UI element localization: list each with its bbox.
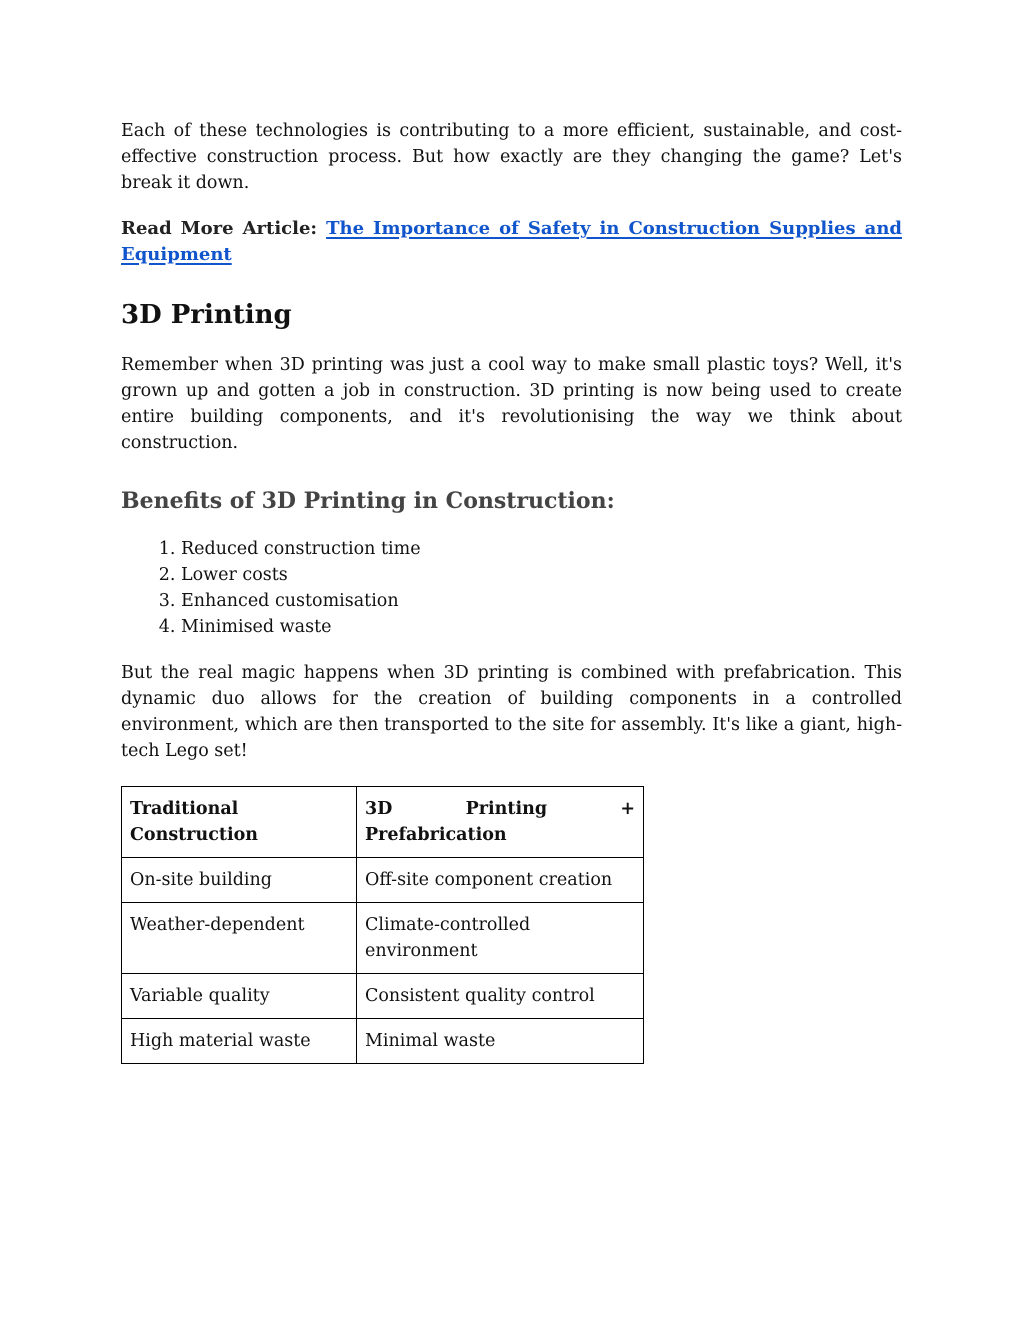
header-traditional — [122, 787, 357, 858]
combined-paragraph: But the real magic happens when 3D printing is combined with prefabrication. This dynamic duo allows for the creation of building components in a controlled environment, which are then transported to the site for assembly. It's like a giant, high-tech Lego set! — [121, 663, 902, 761]
header-3d-printing-line2: Prefabrication — [365, 825, 507, 845]
table-cell: Minimal waste — [357, 1019, 644, 1064]
header-traditional-line1: Traditional — [130, 799, 239, 819]
table-row — [122, 858, 644, 903]
section-heading: 3D Printing — [121, 300, 292, 330]
table-cell: Consistent quality control — [357, 974, 644, 1019]
read-more-label: Read More Article: — [121, 218, 327, 239]
list-item: 2. Lower costs — [181, 562, 902, 588]
table-cell: On-site building — [122, 858, 357, 903]
table-cell: Off-site component creation — [357, 858, 644, 903]
list-item: 1. Reduced construction time — [181, 536, 902, 562]
read-more-link[interactable]: The Importance of Safety in Construction Supplies and Equipment — [121, 218, 902, 265]
comparison-table — [121, 786, 644, 1064]
header-3d-printing-line1 — [365, 796, 635, 822]
header-traditional-line2: Construction — [130, 825, 258, 845]
header-word: + — [620, 799, 635, 819]
document-page — [121, 118, 902, 1064]
table-row — [122, 974, 644, 1019]
header-word: 3D — [365, 799, 393, 819]
list-item: 4. Minimised waste — [181, 614, 902, 640]
header-word: Printing — [465, 799, 548, 819]
read-more-line — [121, 216, 902, 268]
intro-paragraph: Each of these technologies is contributing to a more efficient, sustainable, and cost-effective construction process. But how exactly are they changing the game? Let's break it down. — [121, 121, 902, 193]
section-paragraph: Remember when 3D printing was just a cool way to make small plastic toys? Well, it's grown up and gotten a job in construction. 3D printing is now being used to create entire building components, and it's revolutionising the way we think about construction. — [121, 355, 902, 453]
header-3d-printing — [357, 787, 644, 858]
table-cell: Variable quality — [122, 974, 357, 1019]
benefits-heading: Benefits of 3D Printing in Construction: — [121, 488, 615, 514]
table-cell: High material waste — [122, 1019, 357, 1064]
list-item: 3. Enhanced customisation — [181, 588, 902, 614]
table-header-row — [122, 787, 644, 858]
table-cell: Weather-dependent — [122, 903, 357, 974]
table-cell: Climate-controlled environment — [357, 903, 644, 974]
benefits-list — [121, 536, 902, 640]
table-row — [122, 903, 644, 974]
table-row — [122, 1019, 644, 1064]
